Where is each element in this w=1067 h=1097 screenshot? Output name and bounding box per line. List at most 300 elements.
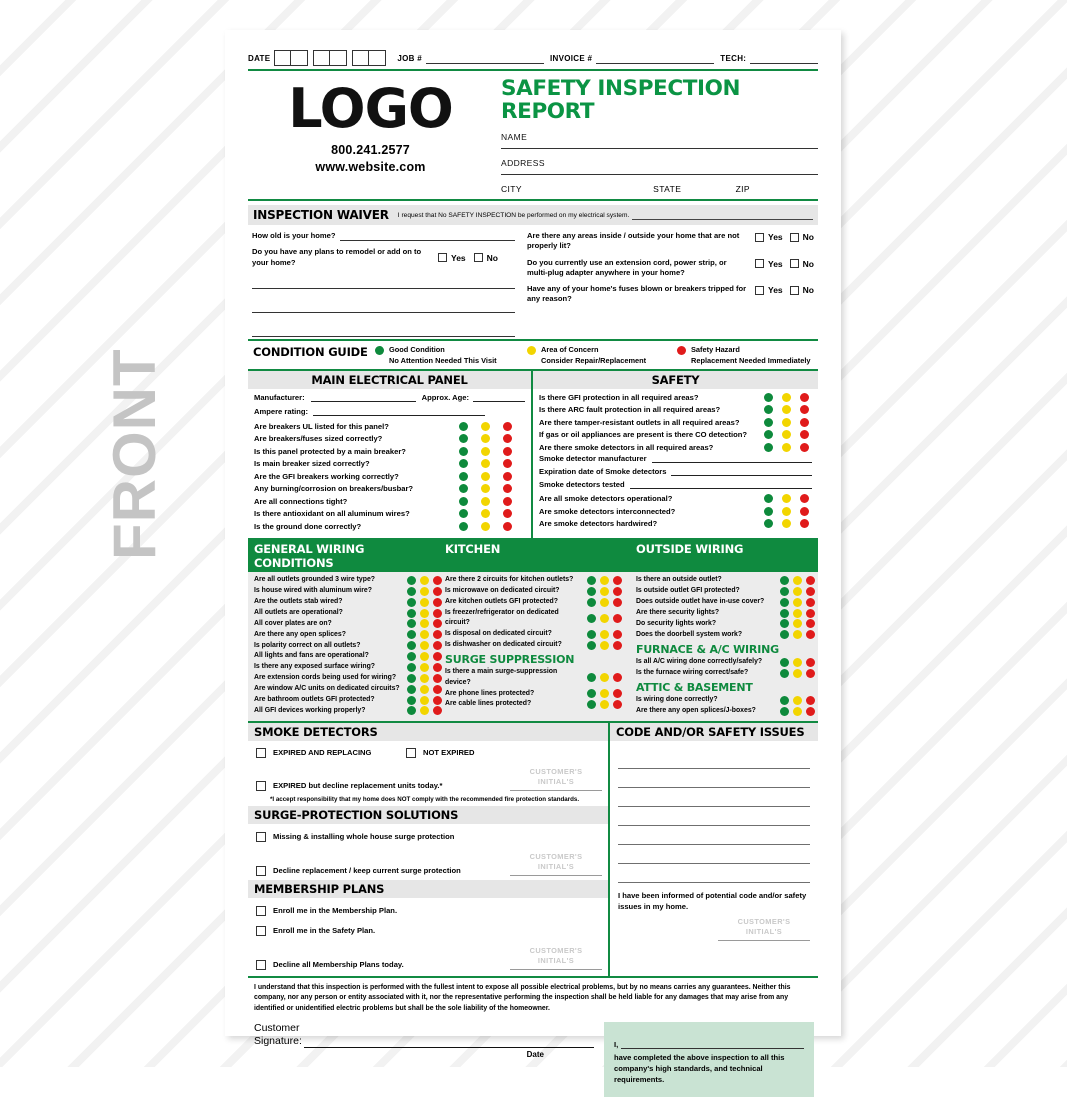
code-initials-block[interactable] — [718, 917, 810, 941]
checkbox-icon[interactable] — [256, 748, 266, 758]
green-dot-icon[interactable] — [764, 430, 773, 439]
waiver-no-option[interactable] — [790, 259, 814, 269]
code-issue-line[interactable] — [618, 769, 810, 788]
green-dot-icon[interactable] — [587, 587, 596, 596]
name-input[interactable] — [501, 142, 818, 149]
red-dot-icon[interactable] — [433, 587, 442, 596]
condition-dot-group[interactable] — [459, 484, 525, 493]
green-dot-icon[interactable] — [764, 418, 773, 427]
yellow-dot-icon[interactable] — [481, 497, 490, 506]
general-wiring-question: Are there any open splices? — [254, 630, 346, 638]
yellow-dot-icon[interactable] — [600, 689, 609, 698]
green-dot-icon[interactable] — [587, 630, 596, 639]
condition-dot-group[interactable] — [459, 447, 525, 456]
red-dot-icon[interactable] — [613, 673, 622, 682]
red-dot-icon[interactable] — [613, 576, 622, 585]
condition-dot-group[interactable] — [459, 422, 525, 431]
yellow-dot-icon[interactable] — [420, 630, 429, 639]
checkbox-icon[interactable] — [256, 960, 266, 970]
red-dot-icon[interactable] — [433, 696, 442, 705]
smoke-expired-decline-option[interactable] — [256, 781, 510, 791]
checkbox-icon[interactable] — [256, 926, 266, 936]
checkbox-icon[interactable] — [755, 286, 764, 295]
waiver-no-label: No — [802, 285, 814, 296]
safety-question: Are there tamper-resistant outlets in all required areas? — [539, 417, 740, 427]
condition-dot-group[interactable] — [407, 685, 441, 694]
yellow-dot-icon[interactable] — [420, 663, 429, 672]
yellow-dot-icon[interactable] — [420, 706, 429, 715]
yellow-dot-icon[interactable] — [481, 522, 490, 531]
condition-dot-group[interactable] — [459, 509, 525, 518]
manufacturer-row — [254, 393, 525, 402]
condition-dot-group[interactable] — [459, 472, 525, 481]
customer-signature-input[interactable] — [304, 1038, 594, 1048]
yellow-dot-icon[interactable] — [782, 507, 791, 516]
green-dot-icon[interactable] — [407, 706, 416, 715]
yellow-dot-icon[interactable] — [420, 598, 429, 607]
green-dot-icon[interactable] — [407, 619, 416, 628]
yellow-dot-icon[interactable] — [420, 619, 429, 628]
condition-dot-group[interactable] — [407, 576, 441, 585]
condition-concern-label: Area of Concern — [541, 344, 599, 354]
green-dot-icon[interactable] — [407, 685, 416, 694]
surge-initials-input[interactable] — [510, 874, 602, 876]
surge-question: Are phone lines protected? — [445, 689, 535, 697]
condition-dot-group[interactable] — [407, 674, 441, 683]
smoke-expired-replacing-option[interactable] — [256, 748, 406, 758]
code-issue-line[interactable] — [618, 788, 810, 807]
membership-initials-input[interactable] — [510, 968, 602, 970]
checkbox-icon[interactable] — [256, 906, 266, 916]
condition-dot-group[interactable] — [407, 663, 441, 672]
waiver-signature-input[interactable] — [632, 211, 813, 220]
date-boxes[interactable] — [313, 50, 347, 66]
red-dot-icon[interactable] — [806, 696, 815, 705]
condition-dot-group[interactable] — [587, 641, 621, 650]
checkbox-icon[interactable] — [755, 233, 764, 242]
wiring-section-header — [248, 540, 818, 572]
waiver-no-option[interactable] — [790, 232, 814, 242]
condition-dot-group[interactable] — [459, 434, 525, 443]
condition-dot-group[interactable] — [780, 587, 814, 596]
green-dot-icon[interactable] — [780, 658, 789, 667]
smoke-initials-block[interactable] — [510, 767, 602, 791]
green-dot-icon[interactable] — [764, 507, 773, 516]
green-dot-icon[interactable] — [780, 576, 789, 585]
condition-dot-group[interactable] — [587, 673, 621, 682]
red-dot-icon[interactable] — [613, 630, 622, 639]
condition-dot-group[interactable] — [587, 598, 621, 607]
yellow-dot-icon[interactable] — [600, 576, 609, 585]
yellow-dot-icon[interactable] — [420, 696, 429, 705]
green-dot-icon[interactable] — [459, 522, 468, 531]
membership-plans-title: MEMBERSHIP PLANS — [248, 880, 608, 898]
remodel-no-option[interactable] — [474, 253, 498, 263]
green-dot-icon[interactable] — [764, 494, 773, 503]
condition-dot-group[interactable] — [407, 696, 441, 705]
condition-guide — [248, 341, 818, 369]
green-dot-icon[interactable] — [587, 700, 596, 709]
red-dot-icon[interactable] — [433, 609, 442, 618]
yellow-dot-icon[interactable] — [782, 519, 791, 528]
red-dot-icon[interactable] — [806, 669, 815, 678]
safety-field-input[interactable] — [652, 462, 812, 463]
green-dot-icon[interactable] — [780, 609, 789, 618]
yellow-dot-icon[interactable] — [793, 598, 802, 607]
green-dot-icon[interactable] — [459, 422, 468, 431]
checkbox-icon[interactable] — [438, 253, 447, 262]
checkbox-icon[interactable] — [256, 866, 266, 876]
date-cell[interactable] — [313, 50, 330, 66]
red-dot-icon[interactable] — [806, 587, 815, 596]
date-cell[interactable] — [369, 50, 386, 66]
red-dot-icon[interactable] — [503, 447, 512, 456]
condition-dot-group[interactable] — [407, 630, 441, 639]
inspection-item-row — [254, 471, 525, 482]
safety-field-input[interactable] — [671, 475, 812, 476]
red-dot-icon[interactable] — [433, 576, 442, 585]
inspection-item-row — [254, 458, 525, 469]
red-dot-icon[interactable] — [433, 674, 442, 683]
condition-dot-group[interactable] — [780, 707, 814, 716]
condition-dot-group[interactable] — [764, 443, 812, 452]
yellow-dot-icon[interactable] — [600, 673, 609, 682]
waiver-blank-line[interactable] — [252, 322, 515, 337]
condition-dot-group[interactable] — [764, 405, 812, 414]
red-dot-icon[interactable] — [503, 434, 512, 443]
yellow-dot-icon[interactable] — [481, 509, 490, 518]
home-age-input[interactable] — [340, 231, 515, 241]
date-cell[interactable] — [291, 50, 308, 66]
yellow-dot-icon[interactable] — [782, 418, 791, 427]
green-dot-icon[interactable] — [780, 696, 789, 705]
red-dot-icon[interactable] — [613, 689, 622, 698]
state-label: STATE — [653, 184, 682, 195]
red-dot-icon[interactable] — [613, 614, 622, 623]
yellow-dot-icon[interactable] — [481, 484, 490, 493]
yellow-dot-icon[interactable] — [481, 459, 490, 468]
membership-option-1[interactable] — [256, 926, 602, 936]
date-boxes[interactable] — [352, 50, 386, 66]
inspection-waiver-title: INSPECTION WAIVER — [253, 208, 389, 223]
tech-input[interactable] — [750, 53, 818, 64]
green-dot-icon[interactable] — [459, 509, 468, 518]
red-dot-icon[interactable] — [800, 430, 809, 439]
yellow-dot-icon[interactable] — [481, 447, 490, 456]
yellow-dot-icon[interactable] — [793, 669, 802, 678]
yellow-dot-icon[interactable] — [793, 609, 802, 618]
yellow-dot-icon[interactable] — [420, 576, 429, 585]
checkbox-icon[interactable] — [256, 832, 266, 842]
red-dot-icon[interactable] — [806, 619, 815, 628]
green-dot-icon[interactable] — [407, 696, 416, 705]
yellow-dot-icon[interactable] — [420, 674, 429, 683]
red-dot-icon[interactable] — [503, 484, 512, 493]
condition-dot-group[interactable] — [780, 609, 814, 618]
red-dot-icon[interactable] — [613, 587, 622, 596]
name-field[interactable] — [501, 132, 818, 149]
checkbox-icon[interactable] — [790, 259, 799, 268]
condition-dot-group[interactable] — [780, 669, 814, 678]
yellow-dot-icon[interactable] — [600, 614, 609, 623]
inspector-name-input[interactable] — [621, 1040, 804, 1049]
red-dot-icon[interactable] — [806, 609, 815, 618]
yellow-dot-icon[interactable] — [793, 658, 802, 667]
inspection-item-row — [254, 630, 441, 640]
green-dot-icon[interactable] — [764, 405, 773, 414]
condition-dot-group[interactable] — [407, 641, 441, 650]
condition-dot-group[interactable] — [764, 418, 812, 427]
green-dot-icon[interactable] — [587, 673, 596, 682]
red-dot-icon[interactable] — [800, 519, 809, 528]
green-dot-icon[interactable] — [764, 393, 773, 402]
yellow-dot-icon[interactable] — [481, 422, 490, 431]
waiver-blank-line[interactable] — [252, 298, 515, 313]
green-dot-icon[interactable] — [459, 459, 468, 468]
inspection-item-row — [445, 629, 621, 639]
red-dot-icon[interactable] — [800, 418, 809, 427]
yellow-dot-icon[interactable] — [793, 707, 802, 716]
code-initials-input[interactable] — [718, 939, 810, 941]
red-dot-icon[interactable] — [800, 507, 809, 516]
code-issue-line[interactable] — [618, 864, 810, 883]
green-dot-icon[interactable] — [459, 484, 468, 493]
checkbox-icon[interactable] — [790, 286, 799, 295]
yellow-dot-icon[interactable] — [782, 405, 791, 414]
condition-dot-group[interactable] — [780, 658, 814, 667]
red-dot-icon[interactable] — [800, 393, 809, 402]
condition-dot-group[interactable] — [587, 576, 621, 585]
red-dot-icon[interactable] — [503, 509, 512, 518]
red-dot-icon[interactable] — [806, 630, 815, 639]
red-dot-icon[interactable] — [800, 494, 809, 503]
red-dot-icon[interactable] — [433, 685, 442, 694]
green-dot-icon[interactable] — [407, 630, 416, 639]
green-dot-icon[interactable] — [780, 707, 789, 716]
red-dot-icon[interactable] — [433, 641, 442, 650]
green-dot-icon[interactable] — [780, 619, 789, 628]
red-dot-icon[interactable] — [613, 700, 622, 709]
code-issue-line[interactable] — [618, 750, 810, 769]
red-dot-icon[interactable] — [433, 652, 442, 661]
condition-dot-group[interactable] — [407, 609, 441, 618]
green-dot-icon[interactable] — [587, 641, 596, 650]
inspection-item-row — [254, 575, 441, 585]
checkbox-icon[interactable] — [474, 253, 483, 262]
condition-dot-group[interactable] — [459, 497, 525, 506]
red-dot-icon[interactable] — [433, 619, 442, 628]
yellow-dot-icon[interactable] — [481, 434, 490, 443]
red-dot-icon[interactable] — [503, 497, 512, 506]
condition-dot-group[interactable] — [764, 494, 812, 503]
code-issue-line[interactable] — [618, 807, 810, 826]
tech-label: TECH: — [720, 53, 747, 63]
surge-option-1[interactable] — [256, 866, 510, 876]
membership-initials-block[interactable] — [510, 946, 602, 970]
condition-dot-group[interactable] — [407, 619, 441, 628]
ampere-rating-input[interactable] — [313, 415, 485, 416]
approx-age-input[interactable] — [473, 401, 525, 402]
red-dot-icon[interactable] — [806, 707, 815, 716]
waiver-blank-line[interactable] — [252, 274, 515, 289]
date-boxes[interactable] — [274, 50, 308, 66]
checkbox-icon[interactable] — [256, 781, 266, 791]
condition-dot-group[interactable] — [764, 430, 812, 439]
condition-dot-group[interactable] — [407, 706, 441, 715]
green-dot-icon[interactable] — [764, 519, 773, 528]
green-dot-icon[interactable] — [780, 669, 789, 678]
form-page — [225, 30, 841, 1084]
red-dot-icon[interactable] — [806, 598, 815, 607]
green-dot-icon[interactable] — [459, 472, 468, 481]
yellow-dot-icon[interactable] — [600, 598, 609, 607]
green-dot-icon[interactable] — [780, 630, 789, 639]
condition-dot-group[interactable] — [764, 519, 812, 528]
red-dot-icon[interactable] — [613, 598, 622, 607]
condition-dot-group[interactable] — [459, 459, 525, 468]
safety-field-input[interactable] — [630, 488, 812, 489]
green-dot-icon[interactable] — [587, 598, 596, 607]
checkbox-icon[interactable] — [790, 233, 799, 242]
condition-dot-group[interactable] — [407, 652, 441, 661]
date-cell[interactable] — [330, 50, 347, 66]
green-dot-icon[interactable] — [407, 674, 416, 683]
condition-dot-group[interactable] — [587, 689, 621, 698]
yellow-dot-icon[interactable] — [782, 430, 791, 439]
yellow-dot-icon[interactable] — [420, 587, 429, 596]
yellow-dot-icon[interactable] — [420, 652, 429, 661]
job-number-input[interactable] — [426, 53, 544, 64]
waiver-yes-option[interactable] — [755, 259, 783, 269]
green-dot-icon[interactable] — [407, 609, 416, 618]
green-dot-icon[interactable] — [407, 576, 416, 585]
checkbox-icon[interactable] — [406, 748, 416, 758]
code-issue-line[interactable] — [618, 845, 810, 864]
general-wiring-question: Is there any exposed surface wiring? — [254, 663, 376, 671]
date-cell[interactable] — [352, 50, 369, 66]
yellow-dot-icon[interactable] — [600, 587, 609, 596]
address-input[interactable] — [501, 168, 818, 175]
inspection-item-row — [636, 608, 814, 618]
red-dot-icon[interactable] — [806, 576, 815, 585]
green-dot-icon[interactable] — [459, 434, 468, 443]
condition-dot-group[interactable] — [587, 630, 621, 639]
yellow-dot-icon[interactable] — [420, 685, 429, 694]
green-dot-icon[interactable] — [780, 598, 789, 607]
yellow-dot-icon[interactable] — [793, 630, 802, 639]
yellow-dot-icon[interactable] — [600, 700, 609, 709]
condition-dot-group[interactable] — [459, 522, 525, 531]
yellow-dot-icon[interactable] — [782, 443, 791, 452]
condition-dot-group[interactable] — [780, 696, 814, 705]
date-cell[interactable] — [274, 50, 291, 66]
condition-dot-group[interactable] — [780, 576, 814, 585]
waiver-yes-option[interactable] — [755, 232, 783, 242]
condition-dot-group[interactable] — [587, 587, 621, 596]
green-dot-icon[interactable] — [587, 576, 596, 585]
yellow-dot-icon[interactable] — [782, 393, 791, 402]
yellow-dot-icon[interactable] — [793, 576, 802, 585]
kitchen-surge-column — [445, 572, 625, 721]
yellow-dot-icon[interactable] — [793, 587, 802, 596]
red-dot-icon[interactable] — [433, 706, 442, 715]
green-dot-icon[interactable] — [459, 447, 468, 456]
green-dot-icon[interactable] — [407, 663, 416, 672]
red-dot-icon[interactable] — [800, 405, 809, 414]
condition-good-label: Good Condition — [389, 344, 445, 354]
green-dot-icon[interactable] — [407, 641, 416, 650]
checkbox-icon[interactable] — [755, 259, 764, 268]
green-dot-icon[interactable] — [780, 587, 789, 596]
yellow-dot-icon[interactable] — [420, 641, 429, 650]
yellow-dot-icon[interactable] — [793, 696, 802, 705]
remodel-yes-option[interactable] — [438, 253, 466, 263]
condition-dot-group[interactable] — [407, 598, 441, 607]
green-dot-icon[interactable] — [407, 587, 416, 596]
green-dot-icon[interactable] — [407, 598, 416, 607]
membership-option-0[interactable] — [256, 906, 602, 916]
yellow-dot-icon[interactable] — [600, 630, 609, 639]
condition-dot-group[interactable] — [764, 393, 812, 402]
general-wiring-question: Are the outlets stab wired? — [254, 598, 343, 606]
smoke-not-expired-option[interactable] — [406, 748, 474, 758]
inspection-item-row — [445, 640, 621, 650]
yellow-dot-icon[interactable] — [600, 641, 609, 650]
manufacturer-input[interactable] — [311, 401, 416, 402]
yellow-dot-icon[interactable] — [420, 609, 429, 618]
red-dot-icon[interactable] — [433, 663, 442, 672]
waiver-yes-option[interactable] — [755, 285, 783, 295]
condition-dot-group[interactable] — [407, 587, 441, 596]
smoke-initials-input[interactable] — [510, 789, 602, 791]
red-dot-icon[interactable] — [503, 522, 512, 531]
code-issue-line[interactable] — [618, 826, 810, 845]
waiver-question-options — [755, 284, 814, 295]
green-dot-icon[interactable] — [587, 614, 596, 623]
address-field[interactable] — [501, 158, 818, 175]
red-dot-icon[interactable] — [806, 658, 815, 667]
condition-dot-group[interactable] — [780, 619, 814, 628]
condition-dot-group[interactable] — [764, 507, 812, 516]
red-dot-icon[interactable] — [433, 630, 442, 639]
home-age-row — [252, 231, 515, 241]
condition-dot-group[interactable] — [587, 614, 621, 623]
green-dot-icon[interactable] — [459, 497, 468, 506]
green-dot-icon[interactable] — [407, 652, 416, 661]
surge-option-1-label: Decline replacement / keep current surge protection — [273, 866, 461, 876]
membership-option-2[interactable] — [256, 960, 510, 970]
condition-dot-group[interactable] — [780, 598, 814, 607]
red-dot-icon[interactable] — [800, 443, 809, 452]
yellow-dot-icon[interactable] — [793, 619, 802, 628]
surge-option-0[interactable] — [256, 832, 602, 842]
green-dot-icon[interactable] — [587, 689, 596, 698]
condition-dot-group[interactable] — [780, 630, 814, 639]
red-dot-icon[interactable] — [433, 598, 442, 607]
red-dot-icon[interactable] — [613, 641, 622, 650]
green-dot-icon[interactable] — [764, 443, 773, 452]
yellow-dot-icon[interactable] — [782, 494, 791, 503]
surge-initials-block[interactable] — [510, 852, 602, 876]
red-dot-icon[interactable] — [503, 422, 512, 431]
invoice-number-input[interactable] — [596, 53, 714, 64]
inspection-item-row — [445, 689, 621, 699]
waiver-no-option[interactable] — [790, 285, 814, 295]
yellow-dot-icon[interactable] — [481, 472, 490, 481]
red-dot-icon[interactable] — [503, 459, 512, 468]
condition-dot-group[interactable] — [587, 700, 621, 709]
red-dot-icon[interactable] — [503, 472, 512, 481]
